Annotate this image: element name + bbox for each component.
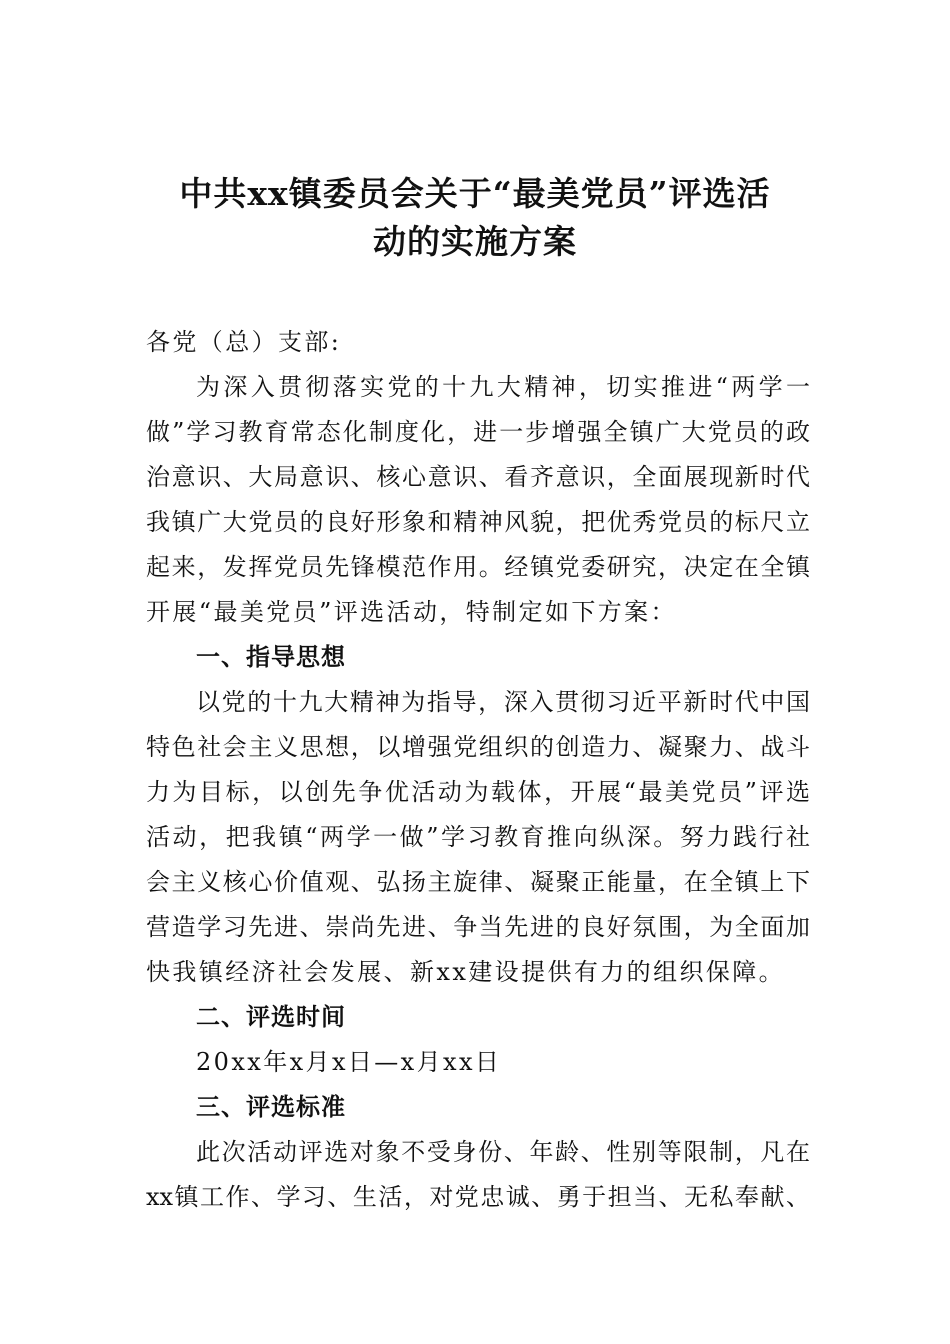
section-heading-selection-time: 二、评选时间	[196, 1003, 346, 1031]
section-line: 快我镇经济社会发展、新xx建设提供有力的组织保障。	[146, 958, 786, 986]
section-heading-selection-criteria: 三、评选标准	[196, 1093, 346, 1121]
section-heading-guiding-ideology: 一、指导思想	[196, 643, 346, 671]
intro-line: 起来，发挥党员先锋模范作用。经镇党委研究，决定在全镇	[146, 553, 810, 581]
section-line: 营造学习先进、崇尚先进、争当先进的良好氛围，为全面加	[146, 913, 810, 941]
intro-line: 治意识、大局意识、核心意识、看齐意识，全面展现新时代	[146, 463, 810, 491]
section-line: 活动，把我镇“两学一做”学习教育推向纵深。努力践行社	[146, 823, 810, 851]
salutation: 各党（总）支部:	[146, 328, 342, 356]
section-line: 力为目标，以创先争优活动为载体，开展“最美党员”评选	[146, 778, 810, 806]
section-line: 此次活动评选对象不受身份、年龄、性别等限制，凡在	[196, 1138, 810, 1166]
section-line: 特色社会主义思想，以增强党组织的创造力、凝聚力、战斗	[146, 733, 810, 761]
section-line: xx镇工作、学习、生活，对党忠诚、勇于担当、无私奉献、	[146, 1183, 810, 1211]
document-title-line-1: 中共xx镇委员会关于“最美党员”评选活	[179, 174, 771, 213]
intro-line: 我镇广大党员的良好形象和精神风貌，把优秀党员的标尺立	[146, 508, 810, 536]
section-line: 以党的十九大精神为指导，深入贯彻习近平新时代中国	[196, 688, 810, 716]
document-title-line-2: 动的实施方案	[373, 222, 577, 261]
intro-line: 开展“最美党员”评选活动，特制定如下方案：	[146, 598, 677, 626]
selection-date-range: 20xx年x月x日—x月xx日	[196, 1048, 502, 1076]
section-line: 会主义核心价值观、弘扬主旋律、凝聚正能量，在全镇上下	[146, 868, 810, 896]
intro-line: 为深入贯彻落实党的十九大精神，切实推进“两学一	[196, 373, 810, 401]
intro-line: 做”学习教育常态化制度化，进一步增强全镇广大党员的政	[146, 418, 810, 446]
